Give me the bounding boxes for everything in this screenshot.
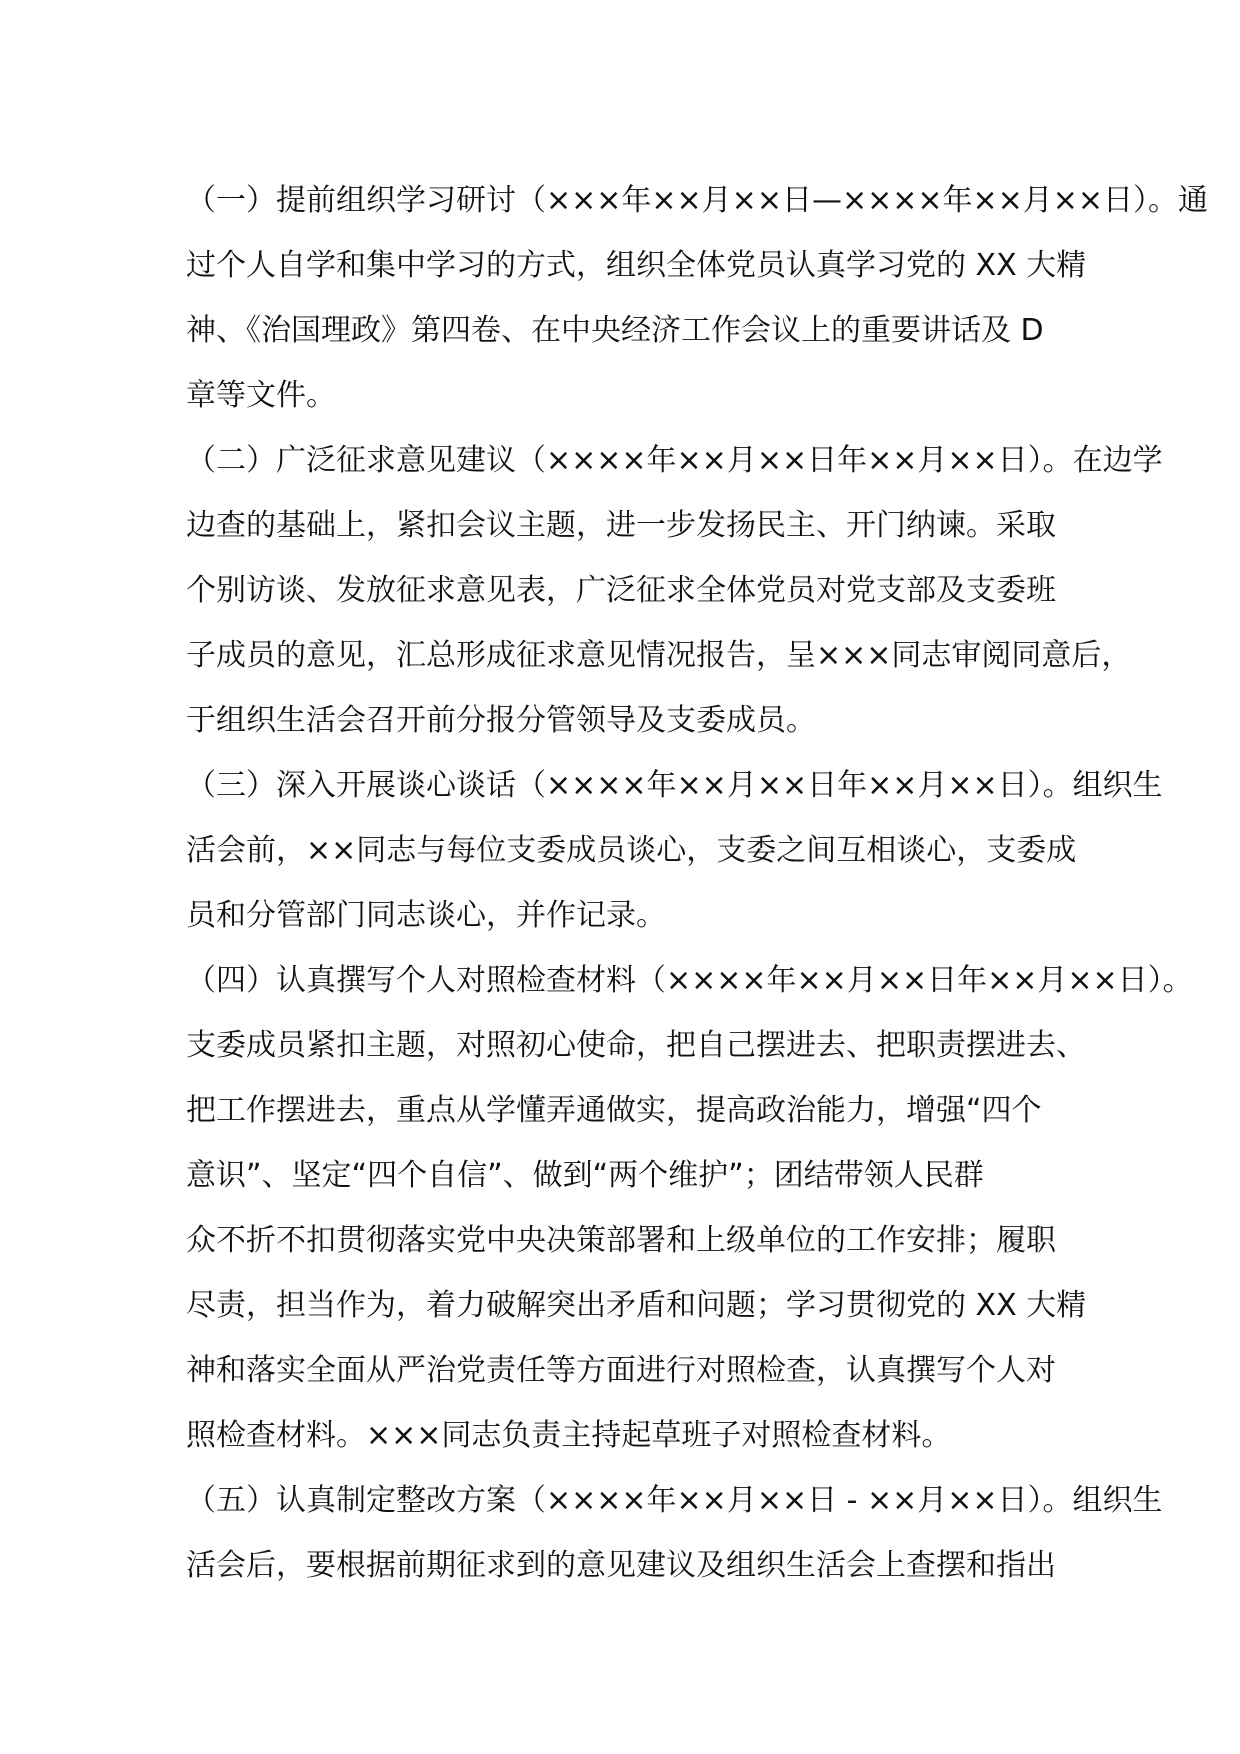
text-line: 意识”、坚定“四个自信”、做到“两个维护”；团结带领人民群	[186, 1158, 984, 1193]
document-body	[186, 168, 1209, 1598]
text-line: 神和落实全面从严治党责任等方面进行对照检查，认真撰写个人对	[186, 1353, 1056, 1388]
text-line: 章等文件。	[186, 378, 336, 413]
text-line: 众不折不扣贯彻落实党中央决策部署和上级单位的工作安排；履职	[186, 1223, 1056, 1258]
text-line: 个别访谈、发放征求意见表，广泛征求全体党员对党支部及支委班	[186, 573, 1056, 608]
text-line: （一）提前组织学习研讨（×××年××月××日—××××年××月××日）。通	[186, 183, 1209, 218]
text-line: 员和分管部门同志谈心，并作记录。	[186, 898, 666, 933]
text-line: （二）广泛征求意见建议（××××年××月××日年××月××日）。在边学	[186, 443, 1163, 478]
text-line: 活会前，××同志与每位支委成员谈心，支委之间互相谈心，支委成	[186, 833, 1077, 868]
text-line: 过个人自学和集中学习的方式，组织全体党员认真学习党的 XX 大精	[186, 248, 1087, 283]
text-line: 边查的基础上，紧扣会议主题，进一步发扬民主、开门纳谏。采取	[186, 508, 1056, 543]
text-line: 活会后，要根据前期征求到的意见建议及组织生活会上查摆和指出	[186, 1548, 1056, 1583]
text-line: 把工作摆进去，重点从学懂弄通做实，提高政治能力，增强“四个	[186, 1093, 1042, 1128]
text-line: 尽责，担当作为，着力破解突出矛盾和问题；学习贯彻党的 XX 大精	[186, 1288, 1087, 1323]
text-line: 子成员的意见，汇总形成征求意见情况报告，呈×××同志审阅同意后，	[186, 638, 1132, 673]
text-line: （四）认真撰写个人对照检查材料（××××年××月××日年××月××日）。	[186, 963, 1193, 998]
text-line: 照检查材料。×××同志负责主持起草班子对照检查材料。	[186, 1418, 952, 1453]
text-line: （五）认真制定整改方案（××××年××月××日 - ××月××日）。组织生	[186, 1483, 1163, 1518]
text-line: 于组织生活会召开前分报分管领导及支委成员。	[186, 703, 816, 738]
text-line: （三）深入开展谈心谈话（××××年××月××日年××月××日）。组织生	[186, 768, 1163, 803]
text-line: 支委成员紧扣主题，对照初心使命，把自己摆进去、把职责摆进去、	[186, 1028, 1086, 1063]
text-line: 神、《治国理政》第四卷、在中央经济工作会议上的重要讲话及 D	[186, 313, 1044, 348]
